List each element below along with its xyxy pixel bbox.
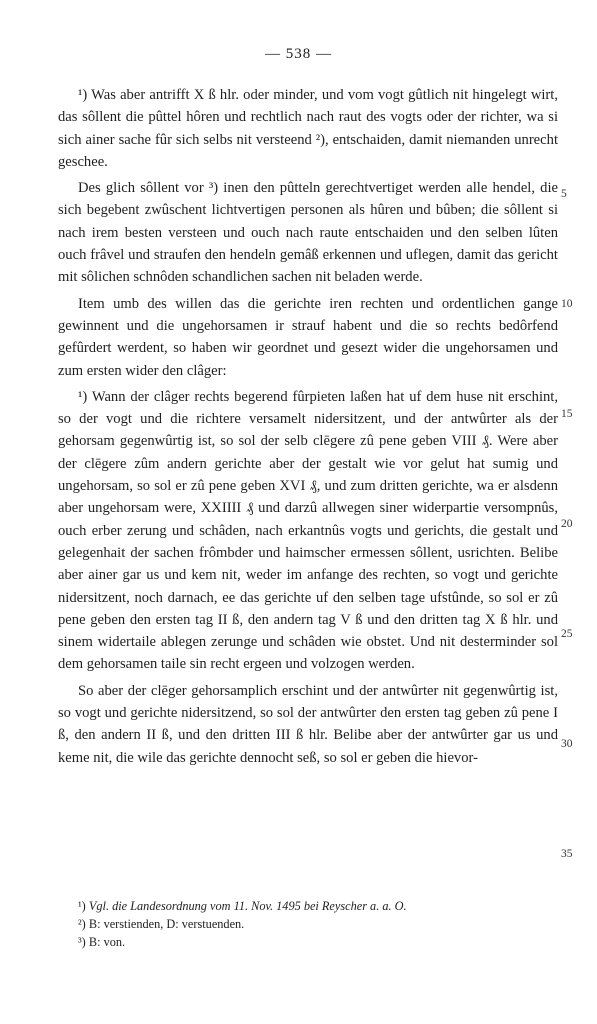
- footnote-mark: ²): [78, 917, 86, 932]
- footnote-mark: ¹): [78, 899, 86, 913]
- line-number: 25: [561, 628, 573, 640]
- line-number: 35: [561, 848, 573, 860]
- line-number: 15: [561, 408, 573, 420]
- main-text: [58, 84, 558, 769]
- footnote-text: B: verstienden, D: verstuenden.: [88, 917, 245, 932]
- footnotes: [78, 897, 558, 952]
- footnote-mark: ³): [78, 935, 86, 950]
- paragraph: ¹) Wann der clâger rechts begerend fûrpieten laßen hat uf dem huse nit erschint, so der vogt und die richtere versamelt nidersitzent, und der antwûrter als der gehorsam gegenwûrtig ist, so sol der selb clēgere zû pene geben VIII ₰. Were aber der clēgere zûm andern gerichte aber der gestalt wie vor gelut hat sumig und ungehorsam, so sol er zû pene geben XVI ₰, und zum dritten gerichte, wa er alsdenn aber ungehorsam were, XXIIII ₰ und darzû allwegen siner widerpartie versompnûs, ouch erber zerung und schâden, nach erkantnûs vogts und gerichts, die gestalt und gelegenhait der sachen frômbder und haimscher ermessen sôllent, usrichten. Belibe aber ainer gar us und kem nit, weder im anfange des rechten, so vogt und gerichte nidersitzent, noch darnach, ee das gerichte uf den selben tage ufstûnde, so sol er zû pene geben den ersten tag II ß, den andern tag V ß und den dritten tag X ß hlr. und sinem widertaile ablegen zerunge und schâden wie obstet. Und nit desterminder sol dem gehorsamen taile sin recht ergeen und volzogen werden.: [58, 388, 558, 673]
- paragraph: Item umb des willen das die gerichte iren rechten und ordentlichen gange gewinnent und die ungehorsamen ir strauf habent und die so rechts bedôrfend gefûrdert werdent, so haben wir geordnet und gesezt wider die ungehorsamen und zum ersten wider den clâger:: [58, 295, 558, 379]
- paragraph: Des glich sôllent vor ³) inen den pûtteln gerechtvertiget werden alle hendel, die sich begebent zwûschent lichtvertigen personen als hûren und bûben; die sôllent si nach irem besten versteen und ouch nach raute entschaiden und den selben lûten ouch frâvel und straufen den hendeln gemâß erkennen und uflegen, damit das gericht mit sôlichen schnôden schandlichen sachen nit beladen werde.: [58, 180, 558, 286]
- line-number: 10: [561, 298, 573, 310]
- paragraph: ¹) Was aber antrifft X ß hlr. oder minder, und vom vogt gûtlich nit hingelegt wirt, das sôllent die pûttel hôren und rechtlich nach raut des vogts oder der richter, wa si sich ainer sache fûr sich selbs nit versteend ²), entschaiden, damit niemanden unrecht geschee.: [58, 87, 558, 170]
- footnote: [78, 897, 558, 915]
- footnote-text: B: von.: [88, 935, 126, 950]
- footnote: [78, 933, 558, 951]
- line-number: 30: [561, 738, 573, 750]
- footnote-text: Vgl. die Landesordnung vom 11. Nov. 1495 bei Reyscher a. a. O.: [88, 899, 407, 913]
- line-number: 5: [561, 188, 567, 200]
- page-number: — 538 —: [265, 46, 332, 62]
- line-number: 20: [561, 518, 573, 530]
- paragraph: So aber der clēger gehorsamplich erschint und der antwûrter nit gegenwûrtig ist, so vogt und gerichte nidersitzend, so sol der antwûrter den ersten tag geben zû pene I ß, den andern II ß, und den dritten III ß hlr. Belibe aber der antwûrter gar us und keme nit, die wile das gerichte dennocht seß, so sol er geben die hievor-: [58, 682, 558, 766]
- footnote: [78, 915, 558, 933]
